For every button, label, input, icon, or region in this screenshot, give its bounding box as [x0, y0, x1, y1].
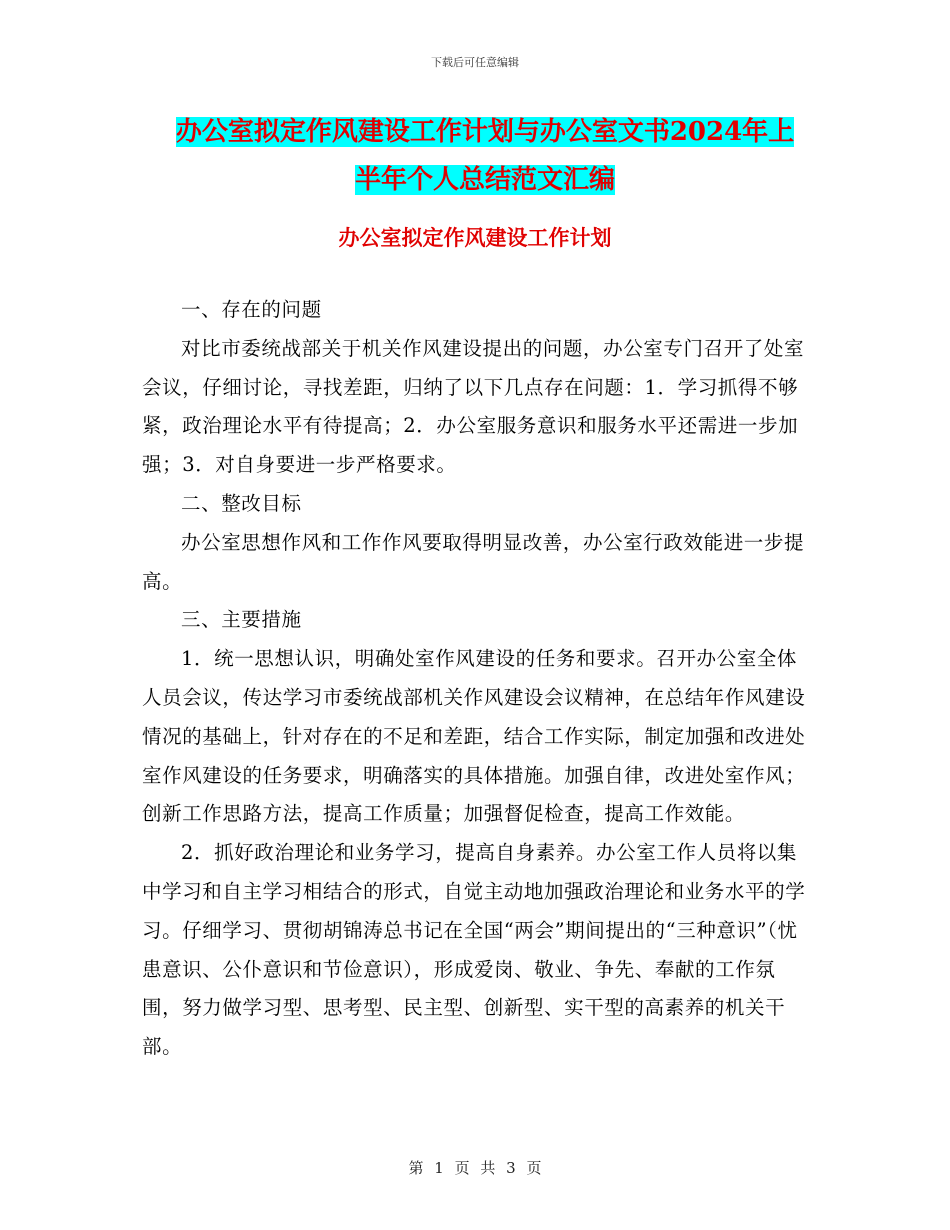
- section-title: 办公室拟定作风建设工作计划: [338, 225, 612, 250]
- heading-main-measures: 三、主要措施: [181, 608, 302, 632]
- heading-existing-problems: 一、存在的问题: [181, 298, 322, 321]
- paragraph-problems: 对比市委统战部关于机关作风建设提出的问题，办公室专门召开了处室会议，仔细讨论，寻找差距，归纳了以下几点存在问题：1．学习抓得不够紧，政治理论水平有待提高；2．办公室服务意识和服务水平还需进一步加强；3．对自身要进一步严格要求。: [142, 336, 805, 477]
- paragraph-goals: 办公室思想作风和工作作风要取得明显改善，办公室行政效能进一步提高。: [142, 530, 805, 593]
- paragraph-measure-1: 1．统一思想认识，明确处室作风建设的任务和要求。召开办公室全体人员会议，传达学习市委统战部机关作风建设会议精神，在总结年作风建设情况的基础上，针对存在的不足和差距，结合工作实际，制定加强和改进处室作风建设的任务要求，明确落实的具体措施。加强自律，改进处室作风；创新工作思路方法，提高工作质量；加强督促检查，提高工作效能。: [142, 647, 806, 826]
- header-note: 下载后可任意编辑: [431, 56, 519, 69]
- paragraph-measure-2: 2．抓好政治理论和业务学习，提高自身素养。办公室工作人员将以集中学习和自主学习相结合的形式，自觉主动地加强政治理论和业务水平的学习。仔细学习、贯彻胡锦涛总书记在全国“两会”期间提出的“三种意识”（忧患意识、公仆意识和节俭意识），形成爱岗、敬业、争先、奉献的工作氛围，努力做学习型、思考型、民主型、创新型、实干型的高素养的机关干部。: [142, 841, 806, 1059]
- document-title-line-2: 半年个人总结范文汇编: [354, 165, 615, 195]
- page-footer: 第 1 页 共 3 页: [408, 1159, 542, 1177]
- heading-rectification-goals: 二、整改目标: [181, 491, 302, 515]
- document-title-line-1: 办公室拟定作风建设工作计划与办公室文书2024年上: [175, 117, 795, 147]
- document-title: [150, 108, 820, 204]
- body-text: [142, 291, 810, 1067]
